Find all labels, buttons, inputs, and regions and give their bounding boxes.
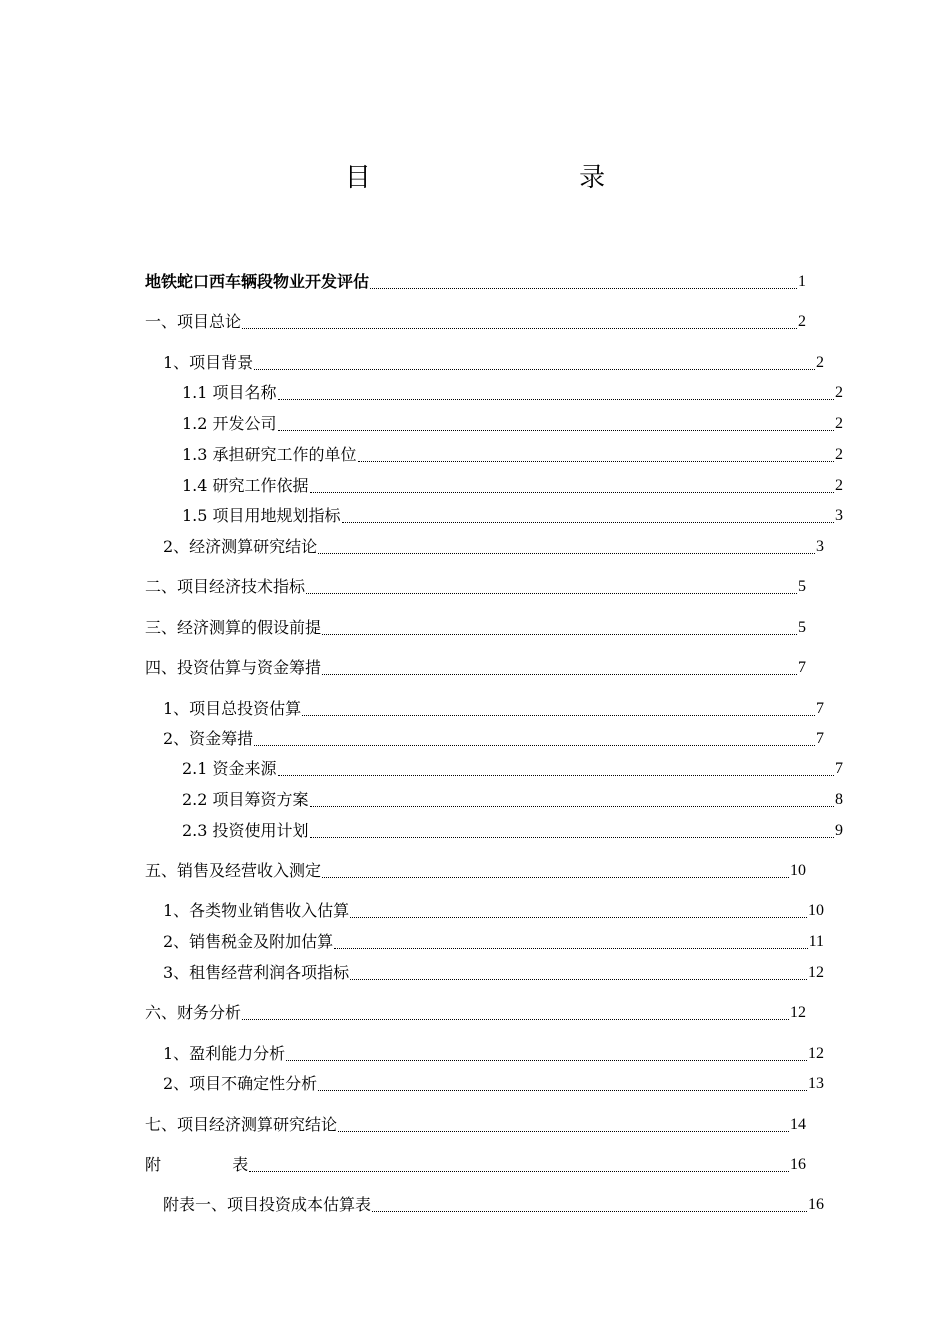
page-title: 目 录 <box>344 163 706 193</box>
toc-entry-page-number: 7 <box>816 700 824 717</box>
toc-leader-dots <box>310 823 834 838</box>
toc-entry[interactable] <box>145 1113 806 1135</box>
toc-leader-dots <box>278 761 834 776</box>
toc-entry-page-number: 16 <box>808 1196 824 1213</box>
toc-leader-dots <box>310 792 834 807</box>
toc-leader-dots <box>254 731 815 746</box>
toc-leader-dots <box>322 863 789 878</box>
toc-entry[interactable] <box>145 270 806 292</box>
toc-entry[interactable] <box>145 788 843 810</box>
toc-leader-dots <box>242 314 797 329</box>
toc-entry[interactable] <box>145 1193 824 1215</box>
toc-entry-page-number: 3 <box>835 507 843 524</box>
toc-entry-label: 1、盈利能力分析 <box>163 1044 286 1063</box>
toc-leader-dots <box>286 1046 807 1061</box>
toc-entry-label: 1、项目背景 <box>163 353 254 372</box>
toc-entry-page-number: 13 <box>808 1075 824 1092</box>
toc-entry-label: 1、项目总投资估算 <box>163 699 302 718</box>
toc-entry-page-number: 14 <box>790 1116 806 1133</box>
toc-entry[interactable] <box>145 1072 824 1094</box>
toc-entry[interactable] <box>145 819 843 841</box>
toc-leader-dots <box>350 965 807 980</box>
toc-entry-page-number: 10 <box>808 902 824 919</box>
toc-leader-dots <box>302 701 815 716</box>
toc-entry-label: 2.2 项目筹资方案 <box>182 790 309 809</box>
toc-entry[interactable] <box>145 1042 824 1064</box>
toc-entry-label: 二、项目经济技术指标 <box>145 577 306 596</box>
toc-entry-page-number: 2 <box>798 313 806 330</box>
toc-entry-label: 六、财务分析 <box>145 1003 242 1022</box>
toc-entry-label: 2、项目不确定性分析 <box>163 1074 318 1093</box>
toc-leader-dots <box>249 1157 789 1172</box>
toc-entry-page-number: 2 <box>835 384 843 401</box>
toc-entry[interactable] <box>145 656 806 678</box>
toc-entry[interactable] <box>145 899 824 921</box>
toc-entry[interactable] <box>145 412 843 434</box>
toc-entry-page-number: 12 <box>808 1045 824 1062</box>
toc-entry-page-number: 7 <box>798 659 806 676</box>
toc-entry-label: 2、经济测算研究结论 <box>163 537 318 556</box>
toc-entry[interactable] <box>145 930 824 952</box>
toc-entry-label: 四、投资估算与资金筹措 <box>145 658 322 677</box>
toc-entry[interactable] <box>145 1001 806 1023</box>
toc-leader-dots <box>370 274 797 289</box>
toc-entry-page-number: 1 <box>798 273 806 290</box>
toc-entry-label: 1.1 项目名称 <box>182 383 277 402</box>
toc-entry-label: 五、销售及经营收入测定 <box>145 861 322 880</box>
toc-entry-label: 三、经济测算的假设前提 <box>145 618 322 637</box>
toc-entry-page-number: 16 <box>790 1156 806 1173</box>
toc-leader-dots <box>338 1117 789 1132</box>
toc-entry-page-number: 12 <box>808 964 824 981</box>
toc-entry-label: 3、租售经营利润各项指标 <box>163 963 350 982</box>
toc-entry-label: 2、资金筹措 <box>163 729 254 748</box>
toc-entry-page-number: 2 <box>835 477 843 494</box>
toc-entry-label: 七、项目经济测算研究结论 <box>145 1115 338 1134</box>
toc-leader-dots <box>242 1005 789 1020</box>
toc-leader-dots <box>334 934 807 949</box>
toc-leader-dots <box>278 416 834 431</box>
toc-entry-label: 1.5 项目用地规划指标 <box>182 506 341 525</box>
toc-leader-dots <box>350 903 807 918</box>
toc-entry-page-number: 5 <box>798 578 806 595</box>
toc-entry[interactable] <box>145 535 824 557</box>
toc-entry-label: 1.3 承担研究工作的单位 <box>182 445 357 464</box>
toc-entry-page-number: 11 <box>808 933 824 950</box>
toc-entry[interactable] <box>145 859 806 881</box>
toc-entry-page-number: 8 <box>835 791 843 808</box>
toc-entry[interactable] <box>145 351 824 373</box>
toc-entry-label: 1.2 开发公司 <box>182 414 277 433</box>
toc-entry-label: 2.3 投资使用计划 <box>182 821 309 840</box>
toc-entry[interactable] <box>145 310 806 332</box>
toc-entry[interactable] <box>145 443 843 465</box>
toc-entry-page-number: 3 <box>816 538 824 555</box>
toc-leader-dots <box>318 539 815 554</box>
toc-leader-dots <box>322 660 797 675</box>
toc-entry[interactable] <box>145 504 843 526</box>
toc-entry[interactable] <box>145 1153 806 1175</box>
toc-entry-label: 地铁蛇口西车辆段物业开发评估 <box>145 272 370 291</box>
toc-entry-page-number: 7 <box>816 730 824 747</box>
toc-entry[interactable] <box>145 575 806 597</box>
toc-entry[interactable] <box>145 727 824 749</box>
toc-entry-page-number: 2 <box>835 446 843 463</box>
toc-entry-page-number: 7 <box>835 760 843 777</box>
toc-entry[interactable] <box>145 381 843 403</box>
toc-leader-dots <box>254 355 815 370</box>
toc-leader-dots <box>306 579 797 594</box>
toc-entry-page-number: 2 <box>816 354 824 371</box>
toc-leader-dots <box>318 1076 807 1091</box>
toc-entry-label: 1.4 研究工作依据 <box>182 476 309 495</box>
toc-entry[interactable] <box>145 474 843 496</box>
toc-entry-label: 附表一、项目投资成本估算表 <box>163 1195 372 1214</box>
toc-entry-page-number: 5 <box>798 619 806 636</box>
toc-leader-dots <box>322 620 797 635</box>
toc-entry-label: 2.1 资金来源 <box>182 759 277 778</box>
toc-entry[interactable] <box>145 757 843 779</box>
toc-entry-page-number: 10 <box>790 862 806 879</box>
toc-entry[interactable] <box>145 616 806 638</box>
toc-leader-dots <box>358 447 834 462</box>
toc-entry-page-number: 9 <box>835 822 843 839</box>
toc-leader-dots <box>310 478 834 493</box>
toc-leader-dots <box>278 385 834 400</box>
toc-entry-label: 2、销售税金及附加估算 <box>163 932 334 951</box>
toc-entry-label: 附 表 <box>145 1155 249 1174</box>
toc-entry-label: 1、各类物业销售收入估算 <box>163 901 350 920</box>
toc-entry-page-number: 2 <box>835 415 843 432</box>
toc-entry-label: 一、项目总论 <box>145 312 242 331</box>
toc-leader-dots <box>372 1197 807 1212</box>
toc-entry[interactable] <box>145 961 824 983</box>
toc-entry[interactable] <box>145 697 824 719</box>
toc-leader-dots <box>342 508 834 523</box>
toc-entry-page-number: 12 <box>790 1004 806 1021</box>
